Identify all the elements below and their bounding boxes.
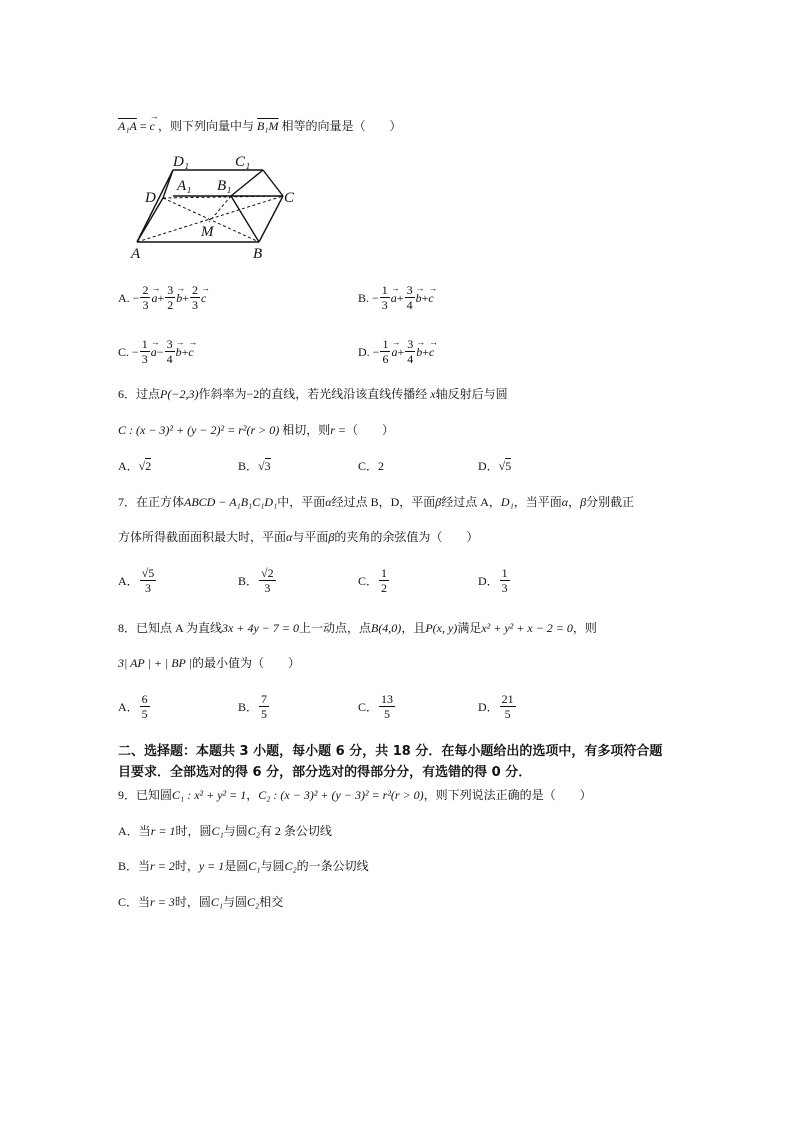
q7-option-d[interactable]: D． $\frac{1}{3}$ (478, 566, 508, 595)
label-b: B (253, 246, 263, 262)
q6-option-c[interactable]: C．2 (358, 459, 385, 473)
q5-option-b[interactable]: B. − $\frac{1}{3}$ → a + $\frac{3}{4}$ → b + → c (358, 283, 434, 312)
label-b1: B₁ (217, 178, 232, 194)
q8-option-c[interactable]: C． $\frac{13}{5}$ (358, 692, 394, 721)
fraction: $\frac{2}{3}$ (192, 283, 199, 312)
q8-option-d[interactable]: D． $\frac{21}{5}$ (478, 692, 514, 721)
q9-line-1: 9．已知圆C₁ : x² + y² = 1，C₂ : (x − 3)² + (y − 3)² = r²(r > 0)，则下列说法正确的是（ ） (118, 788, 592, 802)
section-2-line-1: 二、选择题：本题共 3 小题，每小题 6 分，共 18 分．在每小题给出的选项中，有多项符合题 (118, 744, 663, 759)
q7-line-2: 方体所得截面面积最大时，平面α与平面β的夹角的余弦值为（ ） (118, 530, 479, 544)
vector-b1m: B₁M (256, 119, 279, 133)
equals-sign: = (139, 119, 147, 133)
vector-a1a: A₁A (118, 119, 137, 133)
q6-option-b[interactable]: B．√3 (238, 459, 271, 473)
label-c1: C₁ (235, 154, 251, 170)
label-d1: D₁ (173, 154, 190, 170)
fraction: $\frac{1}{6}$ (382, 337, 389, 366)
label-d: D (145, 190, 156, 206)
q8-option-b[interactable]: B． $\frac{7}{5}$ (238, 692, 268, 721)
fraction: $\frac{2}{3}$ (142, 283, 149, 312)
option-letter: B. (358, 290, 370, 305)
fraction: $\frac{3}{4}$ (166, 337, 173, 366)
option-letter: D. (358, 344, 370, 359)
option-letter: A. (118, 290, 130, 305)
edge-bc (259, 196, 283, 242)
circle-c2: C₂ : (x − 3)² + (y − 3)² = r²(r > 0) (258, 788, 424, 802)
intro-question: 相等的向量是（ ） (281, 119, 402, 133)
expression: 3| AP | + | BP | (118, 656, 192, 670)
label-m: M (201, 224, 214, 240)
label-c: C (284, 190, 295, 206)
cube-name: ABCD − A₁B₁C₁D₁ (184, 495, 278, 509)
q6-line-2: C : (x − 3)² + (y − 2)² = r²(r > 0) 相切，则r =（ ） (118, 423, 395, 437)
fraction: $\frac{3}{4}$ (406, 283, 413, 312)
q6-option-a[interactable]: A．√2 (118, 459, 152, 473)
q7-option-b[interactable]: B． $\frac{√2}{3}$ (238, 566, 274, 595)
option-letter: C. (118, 344, 130, 359)
vector-c: → c (150, 118, 155, 134)
q9-option-a[interactable]: A．当r = 1时，圆C₁与圆C₂有 2 条公切线 (118, 824, 332, 838)
q6-line-1: 6．过点P(−2,3)作斜率为−2的直线，若光线沿该直线传播经 x轴反射后与圆 (118, 387, 508, 401)
q7-option-a[interactable]: A． $\frac{√5}{3}$ (118, 566, 155, 595)
intro-line (118, 118, 401, 134)
intro-text: ，则下列向量中与 (157, 119, 254, 133)
label-a1: A₁ (177, 178, 192, 194)
q7-line-1: 7．在正方体ABCD − A₁B₁C₁D₁中，平面α经过点 B，D，平面β经过点 A，D₁，当平面α，β分别截正 (118, 495, 635, 509)
q8-option-a[interactable]: A． $\frac{6}{5}$ (118, 692, 148, 721)
q8-line-1: 8．已知点 A 为直线3x + 4y − 7 = 0上一动点，点B(4,0)，且P(x, y)满足x² + y² + x − 2 = 0，则 (118, 621, 597, 635)
q9-option-c[interactable]: C．当r = 3时，圆C₁与圆C₂相交 (118, 895, 284, 909)
fraction: $\frac{3}{2}$ (167, 283, 174, 312)
q5-option-a[interactable]: A. − $\frac{2}{3}$ → a + $\frac{3}{2}$ → b + $\frac{2}{3}$ → c (118, 283, 206, 312)
parallelepiped-figure (125, 150, 310, 265)
q6-option-d[interactable]: D．√5 (478, 459, 512, 473)
q8-line-2: 3| AP | + | BP |的最小值为（ ） (118, 656, 300, 670)
circle-equation: C : (x − 3)² + (y − 2)² = r²(r > 0) (118, 423, 280, 437)
q9-option-b[interactable]: B．当r = 2时，y = 1是圆C₁与圆C₂的一条公切线 (118, 859, 369, 873)
circle-c1: C₁ : x² + y² = 1 (172, 788, 247, 802)
q5-option-c[interactable]: C. − $\frac{1}{3}$ → a − $\frac{3}{4}$ → b + → c (118, 337, 194, 366)
line-equation: 3x + 4y − 7 = 0 (222, 621, 299, 635)
fraction: $\frac{1}{3}$ (141, 337, 148, 366)
edge-a1a (137, 170, 173, 242)
q7-option-c[interactable]: C． $\frac{1}{2}$ (358, 566, 388, 595)
edge-c1c (263, 170, 283, 196)
seg-b1m (209, 196, 231, 222)
fraction: $\frac{3}{4}$ (407, 337, 414, 366)
label-a: A (131, 246, 141, 262)
point-p: P(−2,3) (160, 387, 199, 401)
fraction: $\frac{1}{3}$ (381, 283, 388, 312)
edge-b1c1 (231, 170, 263, 196)
section-2-line-2: 目要求．全部选对的得 6 分，部分选对的得部分分，有选错的得 0 分． (118, 765, 532, 780)
q5-option-d[interactable]: D. − $\frac{1}{6}$ → a + $\frac{3}{4}$ → b + → c (358, 337, 434, 366)
slope-value: −2 (246, 387, 260, 401)
